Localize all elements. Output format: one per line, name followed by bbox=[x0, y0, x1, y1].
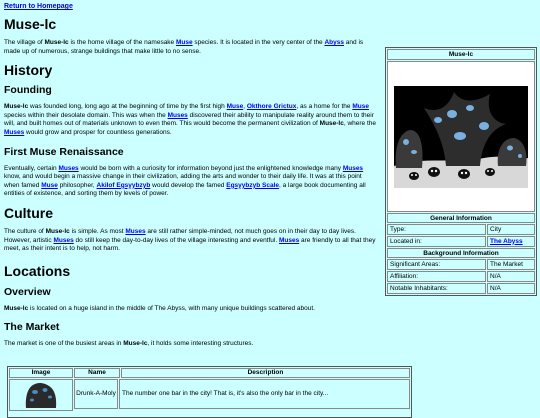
row-description: The number one bar in the city! That is, it's also the only bar in the city... bbox=[119, 379, 410, 409]
renaissance-heading: First Muse Renaissance bbox=[4, 145, 124, 158]
return-home-link[interactable]: Return to Homepage bbox=[4, 3, 73, 10]
akilof-egsyybzyb-link[interactable]: Akilof Egsyybzyb bbox=[96, 181, 151, 189]
locations-heading: Locations bbox=[4, 262, 71, 279]
renaissance-paragraph: Eventually, certain Muses would be born with a curiosity for information beyond just the enlightened knowledge many Muses know, and would begin a massive change in their civilization, adding the arts and wonder to their daily life. It was at this point when famed Muse philosopher, Akilof Egsyybzyb would develop the famed Egsyybzyb Scale, a large book documenting all entities of existence, and sorting them by levels of power. bbox=[4, 164, 366, 198]
header-name: Name bbox=[74, 368, 120, 378]
okthore-grictux-link[interactable]: Okthore Grictux bbox=[246, 103, 297, 111]
muse-link[interactable]: Muse bbox=[352, 103, 369, 111]
infobox bbox=[385, 47, 537, 296]
village-illustration bbox=[394, 86, 528, 188]
info-row-significant-areas: Significant Areas: The Market bbox=[387, 259, 535, 270]
table-row bbox=[9, 379, 410, 411]
drunk-a-moly-image bbox=[9, 379, 73, 411]
info-row-located-in: Located in: The Abyss bbox=[387, 236, 535, 247]
history-heading: History bbox=[4, 62, 53, 79]
market-table bbox=[7, 366, 412, 418]
muses-link[interactable]: Muses bbox=[125, 227, 146, 235]
muses-link[interactable]: Muses bbox=[167, 111, 188, 119]
market-heading: The Market bbox=[4, 321, 60, 334]
muses-link[interactable]: Muses bbox=[342, 164, 364, 172]
article-body bbox=[4, 3, 379, 349]
infobox-image bbox=[387, 61, 535, 212]
muse-link[interactable]: Muse bbox=[175, 39, 193, 46]
founding-paragraph: Muse-lc was founded long, long ago at the beginning of time by the first high Muse, Okthore Grictux, as a home for the Muse species within their desolate domain. This was when the Muses discovered their ability to manipulate reality around them to their will, and built homes out of materials unknown to even them. This would become the permanent civilization of Muse-lc, where the Muses would grow and prosper for countless generations. bbox=[4, 103, 377, 136]
header-description: Description bbox=[121, 368, 410, 378]
market-paragraph: The market is one of the busiest areas in Muse-lc, it holds some interesting structures. bbox=[4, 340, 254, 348]
culture-paragraph: The culture of Muse-lc is simple. As most Muses are still rather simple-minded, not much goes on in their day to day lives. However, artistic Muses do still keep the day-to-day lives of the village interesting and eventful. Muses are friendly to all that they meet, as their intent is to help, not harm. bbox=[4, 227, 376, 253]
table-header bbox=[9, 368, 410, 378]
muse-link[interactable]: Muse bbox=[226, 103, 244, 111]
infobox-title: Muse-lc bbox=[387, 49, 535, 60]
muses-link[interactable]: Muses bbox=[4, 128, 25, 136]
info-row-type: Type: City bbox=[387, 224, 535, 235]
abyss-link[interactable]: Abyss bbox=[324, 39, 344, 46]
background-info-heading: Background Information bbox=[387, 248, 535, 258]
overview-paragraph: Muse-lc is located on a huge island in the middle of The Abyss, with many unique buildings scattered about. bbox=[4, 304, 315, 312]
header-image: Image bbox=[9, 368, 73, 378]
info-row-affiliation: Affiliation: N/A bbox=[387, 271, 535, 282]
muses-link[interactable]: Muses bbox=[278, 236, 300, 244]
building-icon bbox=[23, 380, 59, 408]
overview-heading: Overview bbox=[4, 285, 51, 298]
muses-link[interactable]: Muses bbox=[58, 164, 79, 172]
muses-link[interactable]: Muses bbox=[53, 236, 74, 244]
culture-heading: Culture bbox=[4, 204, 53, 221]
info-row-notable-inhabitants: Notable Inhabitants: N/A bbox=[387, 283, 535, 294]
the-abyss-link[interactable]: The Abyss bbox=[490, 237, 523, 245]
founding-heading: Founding bbox=[4, 84, 52, 97]
general-info-heading: General Information bbox=[387, 213, 535, 223]
egsyybzyb-scale-link[interactable]: Egsyybzyb Scale bbox=[226, 181, 279, 189]
muse-link[interactable]: Muse bbox=[41, 181, 58, 189]
intro-paragraph: The village of Muse-lc is the home village of the namesake Muse species. It is located in the very center of the Abyss and is made up of numerous, strange buildings that make little to no sense. bbox=[4, 39, 364, 55]
page-title: Muse-lc bbox=[4, 16, 57, 32]
row-name: Drunk-A-Moly bbox=[74, 379, 118, 409]
